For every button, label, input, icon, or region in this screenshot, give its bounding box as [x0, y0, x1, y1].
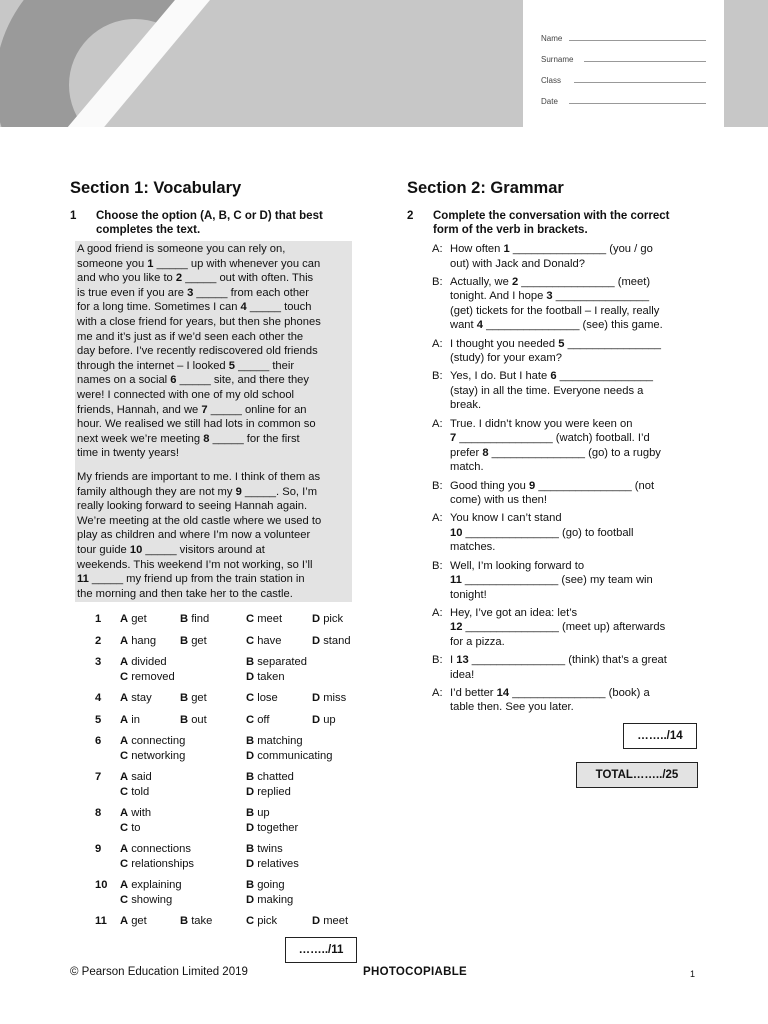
- option-d[interactable]: D miss: [312, 692, 347, 704]
- passage-line: names on a social 6 _____ site, and there they: [77, 374, 309, 387]
- write-line[interactable]: [584, 61, 706, 62]
- passage-line: next week we’re meeting 8 _____ for the first: [77, 432, 300, 445]
- option-a[interactable]: A said: [120, 771, 152, 783]
- option-b[interactable]: B twins: [246, 843, 283, 855]
- option-number: 6: [95, 735, 102, 747]
- info-field-label: Class: [541, 76, 562, 85]
- speaker-label: B:: [432, 654, 443, 667]
- passage-line: with a close friend for years, but then she phones: [77, 315, 321, 328]
- option-a[interactable]: A get: [120, 915, 147, 927]
- student-info-box: [523, 0, 724, 127]
- instruction-text: [96, 209, 323, 237]
- option-a[interactable]: A in: [120, 713, 140, 726]
- option-b[interactable]: B up: [246, 807, 270, 819]
- info-field-label: Date: [541, 97, 558, 106]
- dialogue-line: Actually, we 2 _______________ (meet): [450, 275, 651, 288]
- option-a[interactable]: A explaining: [120, 879, 182, 891]
- option-b[interactable]: B going: [246, 879, 285, 891]
- section2-title: Section 2: Grammar: [407, 179, 564, 197]
- header-banner: [0, 0, 523, 127]
- dialogue-line: I thought you needed 5 _______________: [450, 337, 661, 350]
- option-b[interactable]: B get: [180, 634, 207, 647]
- dialogue-text: [450, 686, 650, 715]
- dialogue-line: Hey, I’ve got an idea: let’s: [450, 606, 578, 619]
- info-field-name: [541, 34, 706, 43]
- option-c[interactable]: C off: [246, 713, 270, 726]
- option-b[interactable]: B matching: [246, 735, 303, 747]
- dialogue-line: tonight. And I hope 3 _______________: [450, 290, 650, 303]
- option-c[interactable]: C networking: [120, 749, 186, 762]
- dialogue-line: want 4 _______________ (see) this game.: [450, 319, 663, 332]
- option-a[interactable]: A get: [120, 613, 147, 625]
- option-d[interactable]: D together: [246, 821, 299, 834]
- speaker-label: A:: [432, 512, 443, 525]
- option-c[interactable]: C have: [246, 634, 282, 647]
- speaker-label: A:: [432, 243, 443, 255]
- option-a[interactable]: A with: [120, 807, 152, 819]
- info-field-surname: [541, 55, 706, 64]
- option-c[interactable]: C removed: [120, 670, 175, 683]
- speaker-label: A:: [432, 606, 443, 619]
- dialogue-line: table then. See you later.: [450, 701, 574, 714]
- dialogue-line: matches.: [450, 541, 496, 554]
- option-c[interactable]: C showing: [120, 893, 173, 906]
- option-d[interactable]: D communicating: [246, 749, 333, 762]
- option-a[interactable]: A connections: [120, 843, 191, 855]
- dialogue-line: (get) tickets for the football – I really, really: [450, 304, 660, 317]
- passage-line: someone you 1 _____ up with whenever you can: [77, 257, 321, 270]
- option-d[interactable]: D pick: [312, 613, 344, 625]
- dialogue-line: Yes, I do. But I hate 6 _______________: [450, 370, 654, 383]
- passage-line: family although they are not my 9 _____. So, I’m: [77, 485, 318, 498]
- instruction-text: [433, 209, 669, 237]
- option-number: 7: [95, 771, 102, 783]
- footer-copyright: © Pearson Education Limited 2019: [70, 966, 248, 978]
- dialogue-text: [450, 606, 665, 650]
- option-a[interactable]: A stay: [120, 692, 152, 704]
- dialogue-text: [450, 479, 654, 508]
- instruction-line: Complete the conversation with the correct: [433, 210, 670, 222]
- passage-line: and who you like to 2 _____ out with often. This: [77, 272, 314, 285]
- option-d[interactable]: D relatives: [246, 857, 299, 870]
- passage-line: play as children and where I’m now a volunteer: [77, 529, 311, 542]
- speaker-label: B:: [432, 559, 443, 572]
- dialogue-line: (stay) in all the time. Everyone needs a: [450, 384, 644, 397]
- info-field-class: [541, 76, 706, 85]
- passage-line: A good friend is someone you can rely on,: [77, 243, 286, 255]
- option-number: 5: [95, 713, 102, 726]
- passage-line: is true even if you are 3 _____ from each other: [77, 286, 309, 299]
- dialogue-line: idea!: [450, 668, 475, 681]
- option-b[interactable]: B separated: [246, 656, 307, 668]
- passage-line: really looking forward to seeing Hannah again.: [77, 500, 308, 513]
- page-number: 1: [690, 969, 696, 979]
- passage-line: the morning and then take her to the castle.: [77, 587, 293, 600]
- instruction-line: form of the verb in brackets.: [433, 224, 588, 236]
- option-b[interactable]: B chatted: [246, 771, 294, 783]
- passage-line: tour guide 10 _____ visitors around at: [77, 543, 265, 556]
- option-d[interactable]: D taken: [246, 670, 285, 683]
- option-d[interactable]: D replied: [246, 785, 291, 798]
- option-b[interactable]: B find: [180, 613, 210, 625]
- option-number: 10: [95, 879, 108, 891]
- info-field-date: [541, 97, 706, 106]
- option-a[interactable]: A hang: [120, 634, 157, 647]
- option-d[interactable]: D up: [312, 713, 336, 726]
- passage-line: time in twenty years!: [77, 447, 179, 460]
- dialogue-text: [450, 653, 667, 682]
- section2-score-box: ……../14: [623, 723, 697, 749]
- passage-line: me and it’s just as if we’d seen each other the: [77, 330, 304, 343]
- dialogue-line: 12 _______________ (meet up) afterwards: [450, 621, 666, 634]
- speaker-label: B:: [432, 275, 443, 288]
- header-banner-right: [724, 0, 768, 127]
- option-d[interactable]: D making: [246, 893, 294, 906]
- option-number: 8: [95, 807, 102, 819]
- dialogue-line: I 13 _______________ (think) that’s a great: [450, 654, 667, 667]
- dialogue-line: break.: [450, 399, 482, 412]
- option-number: 2: [95, 634, 102, 647]
- speaker-label: B:: [432, 479, 443, 492]
- option-b[interactable]: B out: [180, 713, 207, 726]
- speaker-label: B:: [432, 370, 443, 383]
- dialogue-line: 11 _______________ (see) my team win: [450, 574, 653, 587]
- instruction-line: Choose the option (A, B, C or D) that best: [96, 210, 323, 222]
- option-number: 9: [95, 843, 102, 855]
- option-number: 1: [95, 613, 102, 625]
- option-a[interactable]: A connecting: [120, 735, 186, 747]
- instruction-line: completes the text.: [96, 224, 201, 236]
- info-field-label: Surname: [541, 55, 574, 64]
- dialogue-line: How often 1 _______________ (you / go: [450, 243, 653, 255]
- option-d[interactable]: D meet: [312, 915, 349, 927]
- reading-passage: [75, 241, 352, 602]
- dialogue-line: Good thing you 9 _______________ (not: [450, 479, 655, 492]
- passage-paragraph-1: [77, 242, 352, 461]
- dialogue-line: for a pizza.: [450, 635, 505, 648]
- logo-g-graphic: [0, 0, 523, 127]
- passage-line: 11 _____ my friend up from the train station in: [77, 573, 305, 586]
- option-d[interactable]: D stand: [312, 634, 351, 647]
- option-c[interactable]: C told: [120, 785, 150, 798]
- passage-line: for a long time. Sometimes I can 4 _____ touch: [77, 301, 312, 314]
- dialogue-text: [450, 369, 653, 413]
- dialogue-text: [450, 337, 661, 366]
- option-c[interactable]: C meet: [246, 613, 283, 625]
- speaker-label: A:: [432, 686, 443, 699]
- speaker-label: A:: [432, 337, 443, 350]
- passage-line: We’re meeting at the old castle where we used to: [77, 514, 322, 527]
- passage-paragraph-2: [77, 470, 352, 601]
- dialogue-text: [450, 511, 634, 555]
- dialogue-line: I’d better 14 _______________ (book) a: [450, 686, 650, 699]
- dialogue-line: out) with Jack and Donald?: [450, 257, 585, 270]
- write-line[interactable]: [569, 103, 706, 104]
- dialogue-line: 7 _______________ (watch) football. I’d: [450, 432, 650, 445]
- section1-score-box: ……../11: [285, 937, 357, 963]
- passage-line: friends, Hannah, and we 7 _____ online for an: [77, 403, 307, 416]
- dialogue-text: [450, 275, 663, 333]
- option-number: 11: [95, 915, 107, 927]
- option-c[interactable]: C pick: [246, 915, 278, 927]
- dialogue-line: match.: [450, 461, 484, 474]
- section1-title: Section 1: Vocabulary: [70, 179, 242, 197]
- footer-photocopiable: PHOTOCOPIABLE: [363, 966, 468, 978]
- total-score-box: TOTAL……../25: [576, 762, 698, 788]
- dialogue-line: 10 _______________ (go) to football: [450, 526, 634, 539]
- option-number: 4: [95, 692, 102, 704]
- option-number: 3: [95, 656, 102, 668]
- passage-line: through the internet – I looked 5 _____ their: [77, 359, 295, 372]
- write-line[interactable]: [574, 82, 706, 83]
- dialogue-line: prefer 8 _______________ (go) to a rugby: [450, 446, 661, 459]
- dialogue-text: [450, 559, 653, 603]
- dialogue-line: You know I can’t stand: [450, 512, 562, 525]
- dialogue-text: [450, 417, 661, 475]
- option-c[interactable]: C relationships: [120, 857, 195, 870]
- option-c[interactable]: C lose: [246, 692, 278, 704]
- task-number: 1: [70, 210, 77, 222]
- passage-line: were! I connected with one of my old school: [77, 388, 295, 401]
- option-c[interactable]: C to: [120, 821, 141, 834]
- dialogue-line: True. I didn’t know you were keen on: [450, 417, 633, 430]
- dialogue-line: (study) for your exam?: [450, 352, 562, 365]
- dialogue-text: [450, 242, 653, 271]
- passage-line: My friends are important to me. I think of them as: [77, 471, 321, 483]
- passage-line: day before. I’ve recently rediscovered old friends: [77, 345, 318, 358]
- speaker-label: A:: [432, 417, 443, 430]
- option-a[interactable]: A divided: [120, 656, 167, 668]
- task-number: 2: [407, 210, 414, 222]
- dialogue-line: tonight!: [450, 588, 487, 601]
- write-line[interactable]: [569, 40, 706, 41]
- dialogue-line: come) with us then!: [450, 494, 548, 507]
- passage-line: weekends. This weekend I’m not working, so I’ll: [77, 558, 313, 571]
- option-b[interactable]: B take: [180, 915, 213, 927]
- option-b[interactable]: B get: [180, 692, 207, 704]
- passage-line: hour. We realised we still had lots in common so: [77, 418, 316, 431]
- dialogue-line: Well, I’m looking forward to: [450, 559, 585, 572]
- info-field-label: Name: [541, 34, 563, 43]
